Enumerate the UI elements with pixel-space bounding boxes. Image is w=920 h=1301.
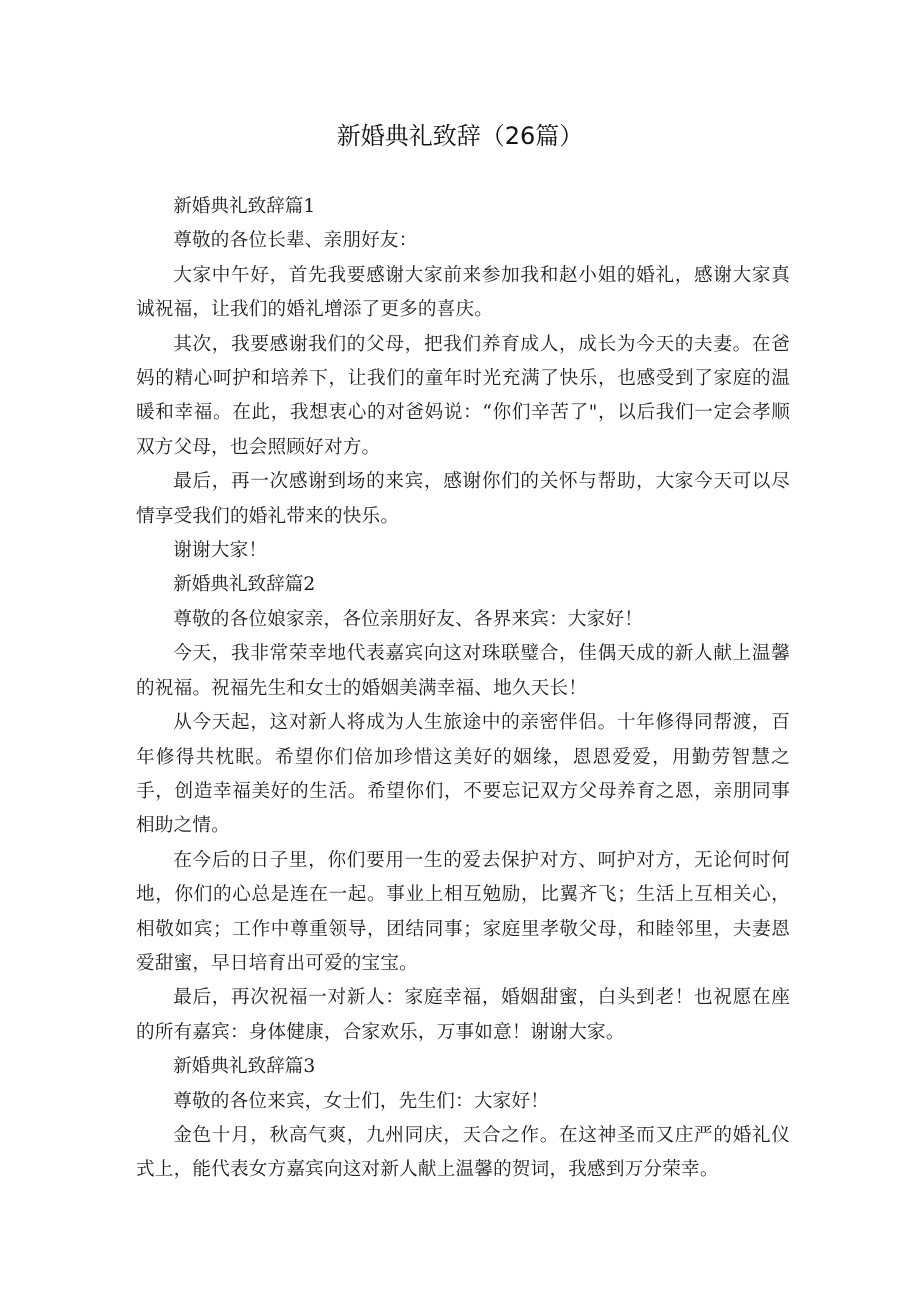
paragraph: 从今天起，这对新人将成为人生旅途中的亲密伴侣。十年修得同帮渡，百年修得共枕眠。希望你们倍加珍惜这美好的姻缘，恩恩爱爱，用勤劳智慧之手，创造幸福美好的生活。希望你们，不要忘记双方父母养育之恩，亲朋同事相助之情。 [136,712,790,837]
paragraph: 尊敬的各位娘家亲，各位亲朋好友、各界来宾：大家好！ [173,608,644,630]
paragraph: 尊敬的各位长辈、亲朋好友： [173,230,418,252]
section-heading: 新婚典礼致辞篇2 [173,574,316,596]
paragraph: 其次，我要感谢我们的父母，把我们养育成人，成长为今天的夫妻。在爸妈的精心呵护和培养下，让我们的童年时光充满了快乐，也感受到了家庭的温暖和幸福。在此，我想衷心的对爸妈说：“你们辛苦了"，以后我们一定会孝顺双方父母，也会照顾好对方。 [136,333,790,458]
paragraph: 金色十月，秋高气爽，九州同庆，天合之作。在这神圣而又庄严的婚礼仪式上，能代表女方嘉宾向这对新人献上温馨的贺词，我感到万分荣幸。 [136,1124,790,1181]
paragraph: 最后，再次祝福一对新人：家庭幸福，婚姻甜蜜，白头到老！也祝愿在座的所有嘉宾：身体健康，合家欢乐，万事如意！谢谢大家。 [136,987,790,1043]
document-body [136,190,790,1188]
document-title: 新婚典礼致辞（26篇） [336,122,584,150]
paragraph: 在今后的日子里，你们要用一生的爱去保护对方、呵护对方，无论何时何地，你们的心总是连在一起。事业上相互勉励，比翼齐飞；生活上互相关心，相敬如宾；工作中尊重领导，团结同事；家庭里孝敬父母，和睦邻里，夫妻恩爱甜蜜，早日培育出可爱的宝宝。 [136,849,790,974]
paragraph: 最后，再一次感谢到场的来宾，感谢你们的关怀与帮助，大家今天可以尽情享受我们的婚礼带来的快乐。 [136,471,790,527]
section-heading: 新婚典礼致辞篇1 [173,196,316,217]
paragraph: 尊敬的各位来宾，女士们，先生们：大家好！ [173,1090,550,1112]
paragraph: 大家中午好，首先我要感谢大家前来参加我和赵小姐的婚礼，感谢大家真诚祝福，让我们的婚礼增添了更多的喜庆。 [136,264,790,321]
paragraph: 今天，我非常荣幸地代表嘉宾向这对珠联璧合，佳偶天成的新人献上温馨的祝福。祝福先生和女士的婚姻美满幸福、地久天长！ [136,643,790,699]
paragraph: 谢谢大家！ [173,540,268,562]
section-heading: 新婚典礼致辞篇3 [173,1056,316,1078]
